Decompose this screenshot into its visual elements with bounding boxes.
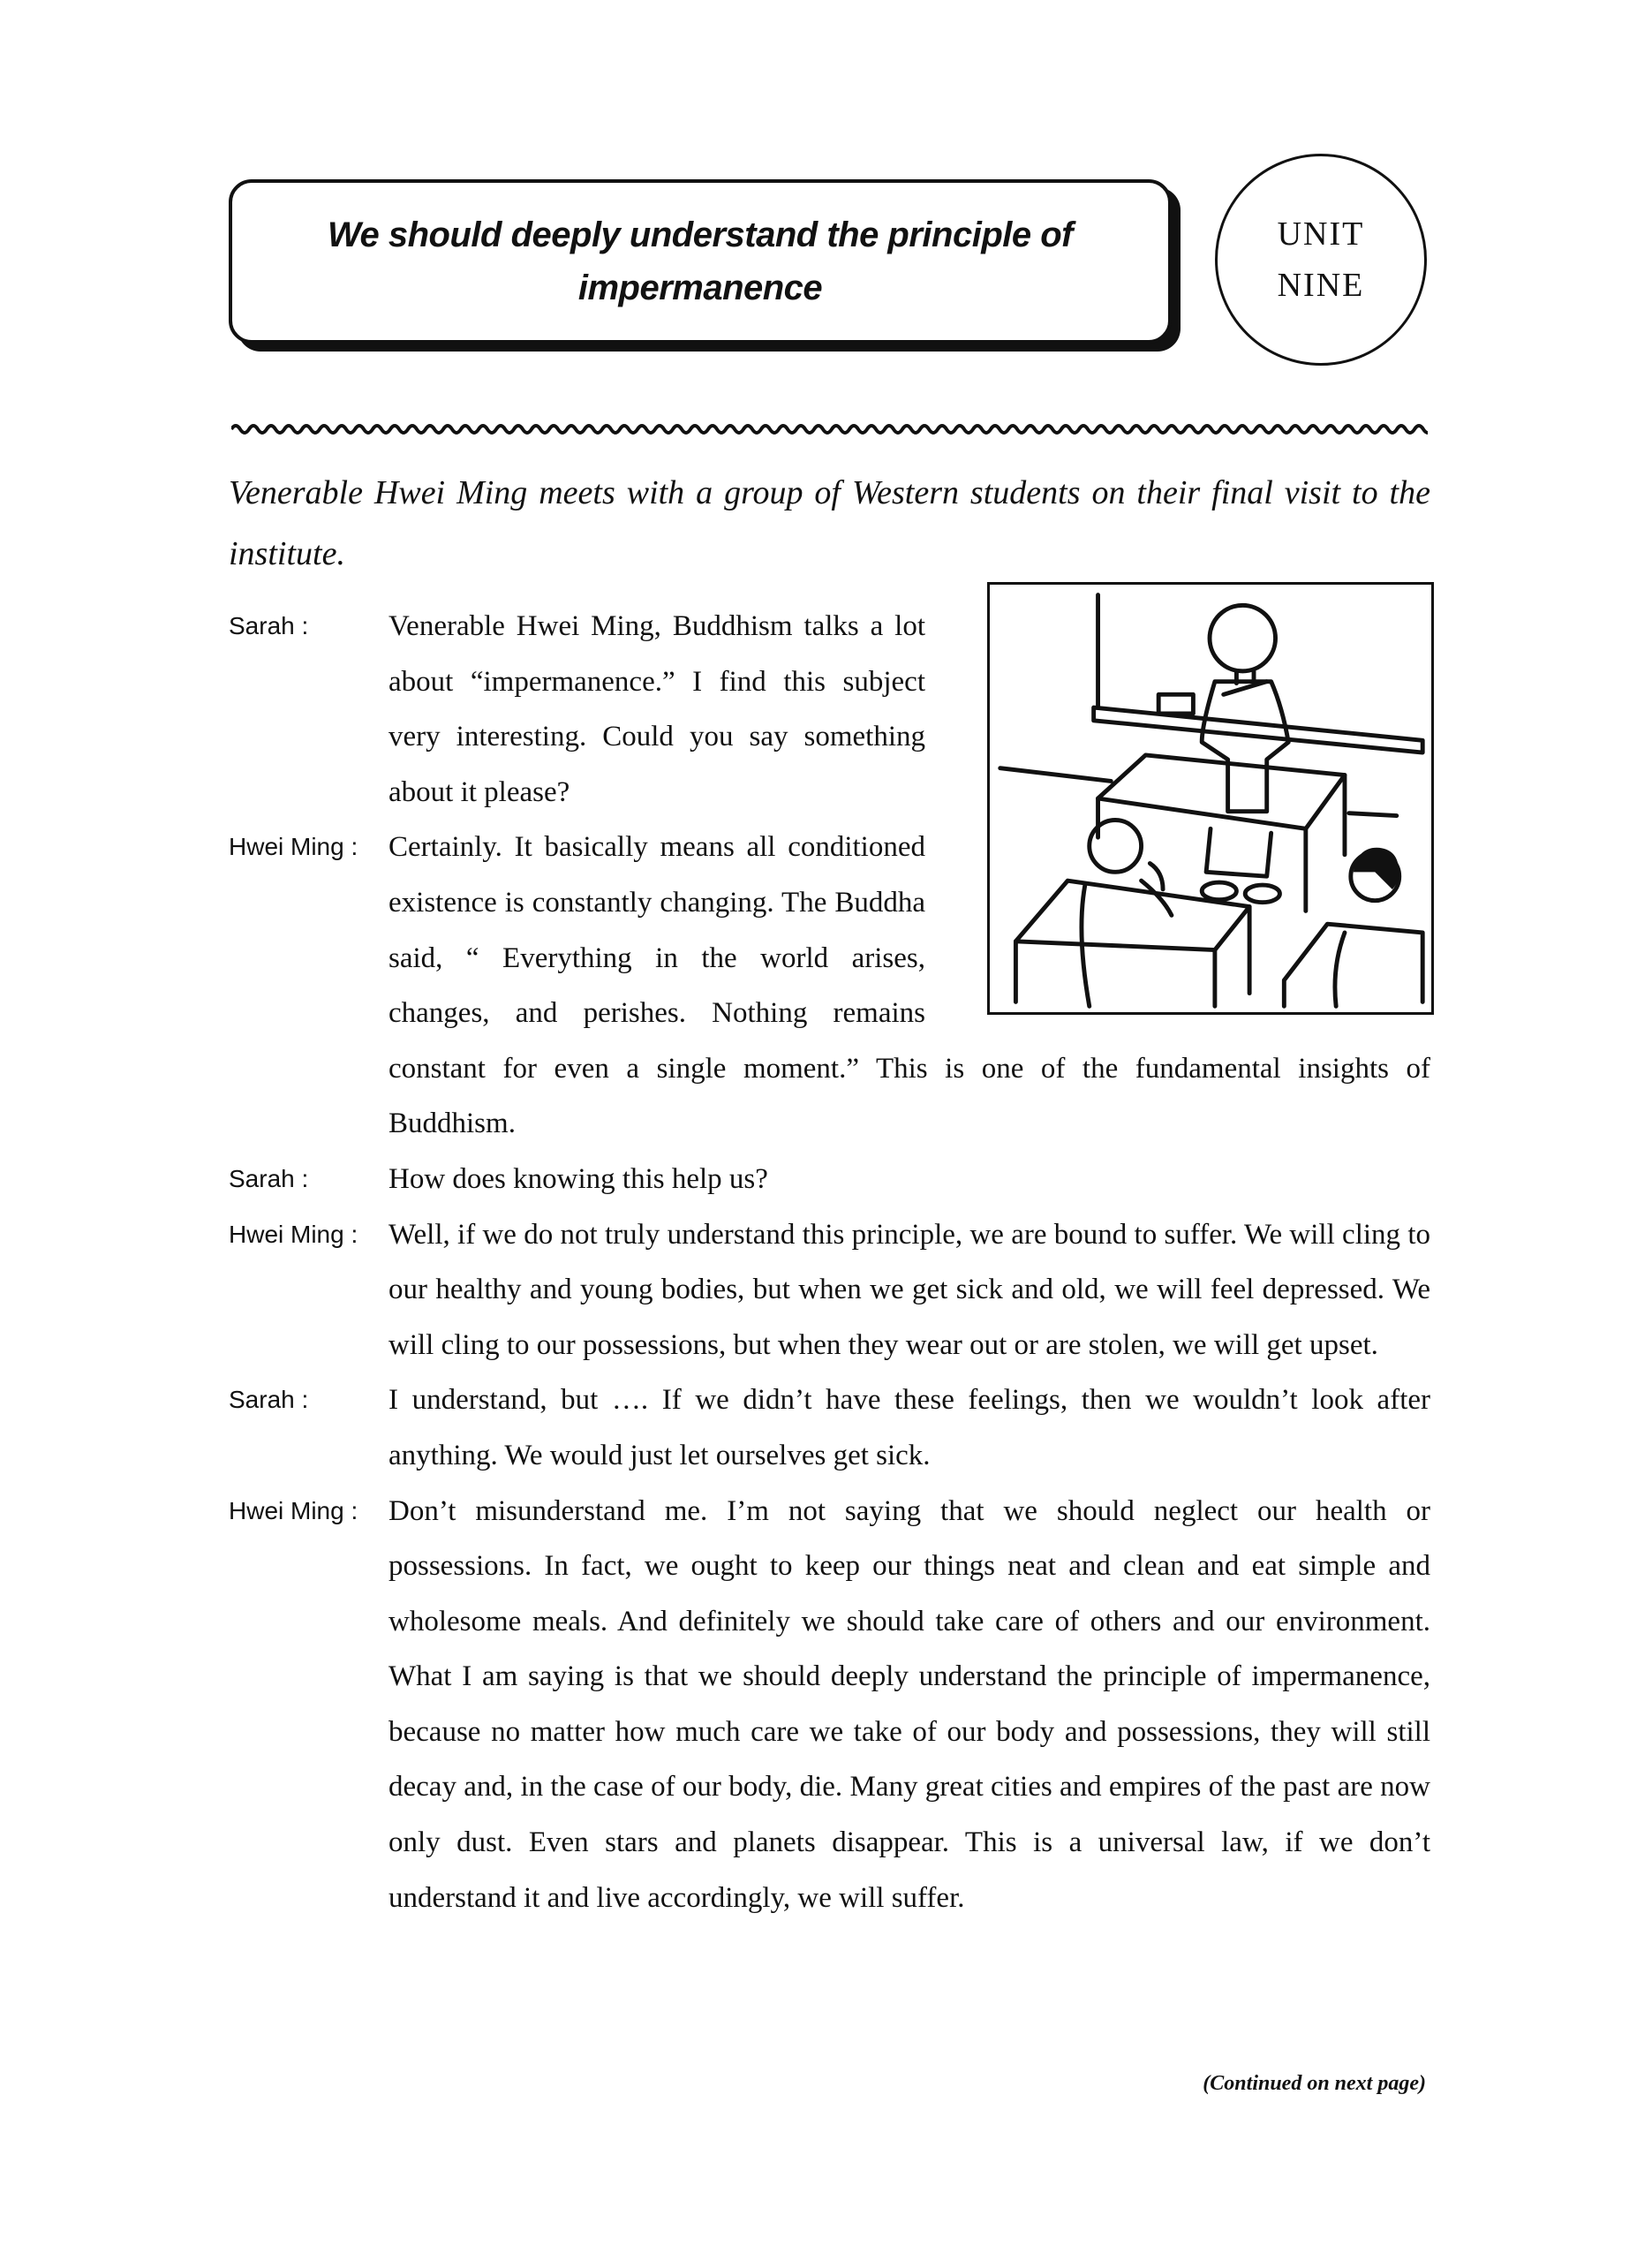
dialogue-turn [229,820,1430,1152]
intro-text: Venerable Hwei Ming meets with a group of Western students on their final visit to the institute. [229,474,1430,572]
dialogue-text: How does knowing this help us? [388,1162,768,1195]
unit-title-box [229,179,1172,344]
dialogue-text: Venerable Hwei Ming, Buddhism talks a lot about “impermanence.” I find this subject very interesting. Could you say something about it please? [388,610,925,808]
dialogue-text: Don’t misunderstand me. I’m not saying that we should neglect our health or possessions. In fact, we ought to keep our things neat and clean and eat simple and wholesome meals. And definitely we should take care of others and our environment. What I am saying is that we should deeply understand the principle of impermanence, because no matter how much care we take of our body and possessions, they will still decay and, in the case of our body, die. Many great cities and empires of the past are now only dust. Even stars and planets disappear. This is a universal law, if we don’t understand it and live accordingly, we will suffer. [388,1494,1430,1914]
dialogue-turn [229,1152,1430,1207]
dialogue-text: Well, if we do not truly understand this principle, we are bound to suffer. We will cling to our healthy and young bodies, but when we get sick and old, we will feel depressed. We will cling to our possessions, but when they wear out or are stolen, we will get upset. [388,1218,1430,1361]
dialogue-text: I understand, but …. If we didn’t have these feelings, then we wouldn’t look after anything. We would just let ourselves get sick. [388,1384,1430,1471]
wavy-divider [231,420,1428,438]
unit-title: We should deeply understand the principle of impermanence [327,216,1073,307]
dialogue-text: Certainly. It basically means all conditioned existence is constantly changing. The Buddha said, “ Everything in the world arises, changes, and perishes. Nothing remains constant for even a single moment.” This is one of the fundamental insights of Buddhism. [388,831,1430,1140]
unit-number-badge [1215,154,1427,366]
unit-label: UNIT [1277,216,1365,253]
speaker-label: Hwei Ming : [229,1220,358,1248]
dialogue-turn [229,1372,1430,1483]
dialogue-turn [229,1207,1430,1373]
speaker-label: Hwei Ming : [229,1496,358,1524]
dialogue-turn [229,599,1430,820]
speaker-label: Sarah : [229,1164,309,1192]
continued-note: (Continued on next page) [1203,2072,1426,2095]
dialogue [229,599,1430,1925]
speaker-label: Sarah : [229,1386,309,1414]
unit-number: NINE [1277,267,1365,304]
speaker-label: Sarah : [229,612,309,639]
speaker-label: Hwei Ming : [229,833,358,861]
dialogue-turn [229,1484,1430,1926]
